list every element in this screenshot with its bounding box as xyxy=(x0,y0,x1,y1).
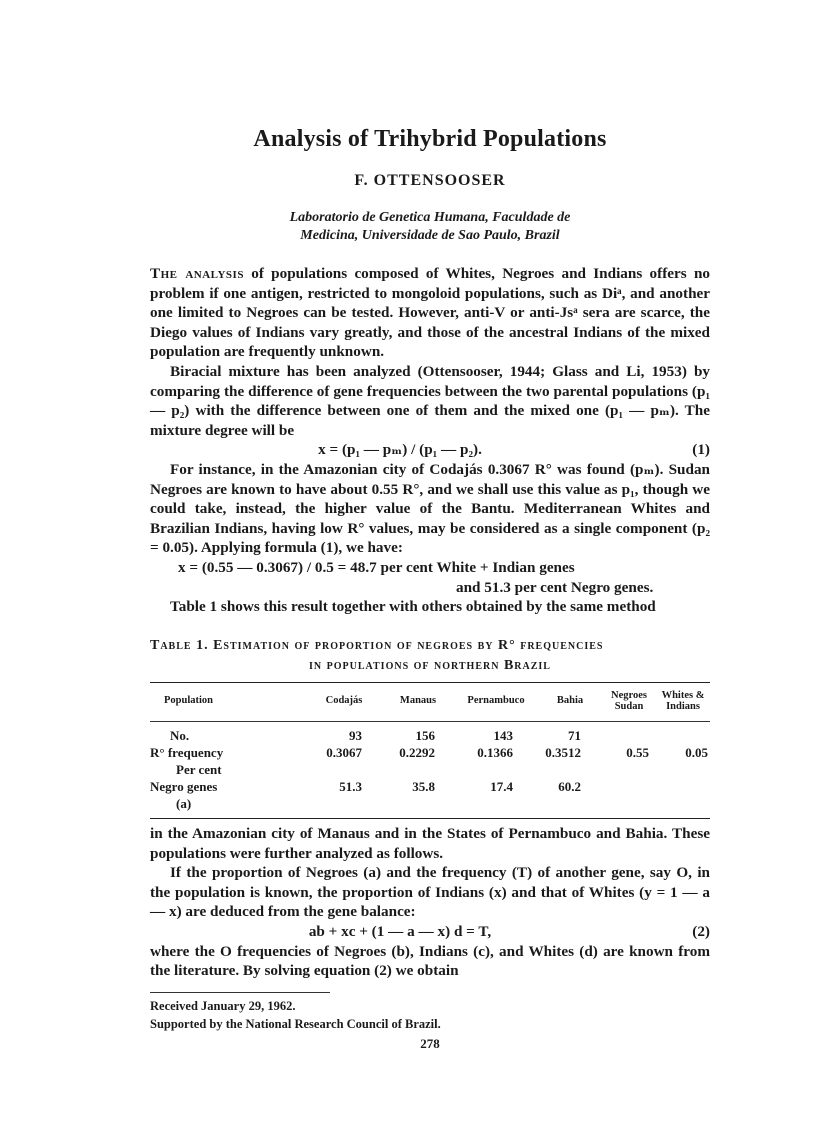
paragraph-6: If the proportion of Negroes (a) and the frequency (T) of another gene, say O, in the population is known, the proportion of Indians (x) and that of Whites (y = 1 — a — x) are deduced from the gene balance: xyxy=(150,864,710,921)
affiliation-line-1: Laboratorio de Genetica Humana, Faculdade de xyxy=(289,210,571,225)
paragraph-4: Table 1 shows this result together with others obtained by the same method xyxy=(170,598,656,616)
paragraph-5: in the Amazonian city of Manaus and in the States of Pernambuco and Bahia. These populations were further analyzed as follows. xyxy=(150,825,710,862)
table-row: R° frequency 0.3067 0.2292 0.1366 0.3512 0.55 0.05 xyxy=(150,745,708,760)
row-label: Per cent xyxy=(176,762,222,777)
header-whites-indians: Whites & Indians xyxy=(661,690,705,712)
paragraph-2: Biracial mixture has been analyzed (Ottensooser, 1944; Glass and Li, 1953) by comparing the difference of gene frequencies between the two parental populations (p₁ — p₂) with the difference between one of them and the mixed one (p₁ — pₘ). The mixture degree will be xyxy=(150,362,710,439)
table-caption xyxy=(150,636,710,676)
table-row: No. 93 156 143 71 xyxy=(170,728,581,743)
table-header xyxy=(150,683,710,722)
affiliation-line-2: Medicina, Universidade de Sao Paulo, Brazil xyxy=(300,228,560,243)
footnote-received: Received January 29, 1962. xyxy=(150,999,296,1013)
header-codajas: Codajás xyxy=(325,695,363,706)
equation-2: ab + xc + (1 — a — x) d = T, (2) xyxy=(308,922,710,940)
footnote-supported: Supported by the National Research Council of Brazil. xyxy=(150,1017,441,1031)
header-negroes-sudan: Negroes Sudan xyxy=(611,690,647,712)
calculation-line-1: x = (0.55 — 0.3067) / 0.5 = 48.7 per cent White + Indian genes xyxy=(178,558,575,576)
paragraph-1: The analysis of populations composed of Whites, Negroes and Indians offers no problem if one antigen, restricted to mongoloid populations, such as Diᵃ, and another one limited to Negroes can be tested. However, anti-V or anti-Jsᵃ sera are scarce, the Diego values of Indians vary greatly, and those of the ancestral Indians of the mixed population are frequently unknown. xyxy=(150,265,710,361)
header-manaus: Manaus xyxy=(399,695,437,706)
page-number: 278 xyxy=(420,1036,440,1051)
header-bahia: Bahia xyxy=(556,695,584,706)
paper-title: Analysis of Trihybrid Populations xyxy=(253,126,607,152)
continuation-section xyxy=(150,824,710,981)
data-table xyxy=(150,682,710,819)
affiliation xyxy=(150,209,710,245)
paragraph-7: where the O frequencies of Negroes (b), Indians (c), and Whites (d) are known from the literature. By solving equation (2) we obtain xyxy=(150,942,710,980)
row-label: (a) xyxy=(176,796,192,811)
table-row: Negro genes 51.3 35.8 17.4 60.2 xyxy=(150,779,581,794)
header-pernambuco: Pernambuco xyxy=(467,695,525,706)
row-label: No. xyxy=(170,728,190,743)
table-row xyxy=(150,761,710,778)
intro-section xyxy=(150,264,710,617)
row-label: R° frequency xyxy=(150,745,224,760)
equation-1-number: (1) xyxy=(692,441,710,459)
table-caption-line-2: in populations of northern Brazil xyxy=(309,658,551,673)
equation-1: x = (p₁ — pₘ) / (p₁ — p₂). (1) xyxy=(318,441,710,459)
footnotes xyxy=(150,992,710,1033)
footnote-rule xyxy=(150,992,330,993)
table-caption-line-1: Table 1. Estimation of proportion of negroes by R° frequencies xyxy=(150,638,604,653)
table-body xyxy=(150,722,710,818)
lead-in: The analysis xyxy=(150,265,244,282)
paragraph-3: For instance, in the Amazonian city of Codajás 0.3067 R° was found (pₘ). Sudan Negroes are known to have about 0.55 R°, and we shall use this value as p₁, though we could take, instead, the higher value of the Bantu. Mediterranean Whites and Brazilian Indians, having low R° values, may be considered as a single component (p₂ = 0.05). Applying formula (1), we have: xyxy=(150,460,710,557)
header-population: Population xyxy=(164,695,214,706)
calculation-line-2: and 51.3 per cent Negro genes. xyxy=(456,578,654,596)
equation-2-number: (2) xyxy=(692,922,710,940)
row-label: Negro genes xyxy=(150,779,218,794)
author-name: F. OTTENSOOSER xyxy=(354,172,506,189)
table-row xyxy=(150,795,710,812)
